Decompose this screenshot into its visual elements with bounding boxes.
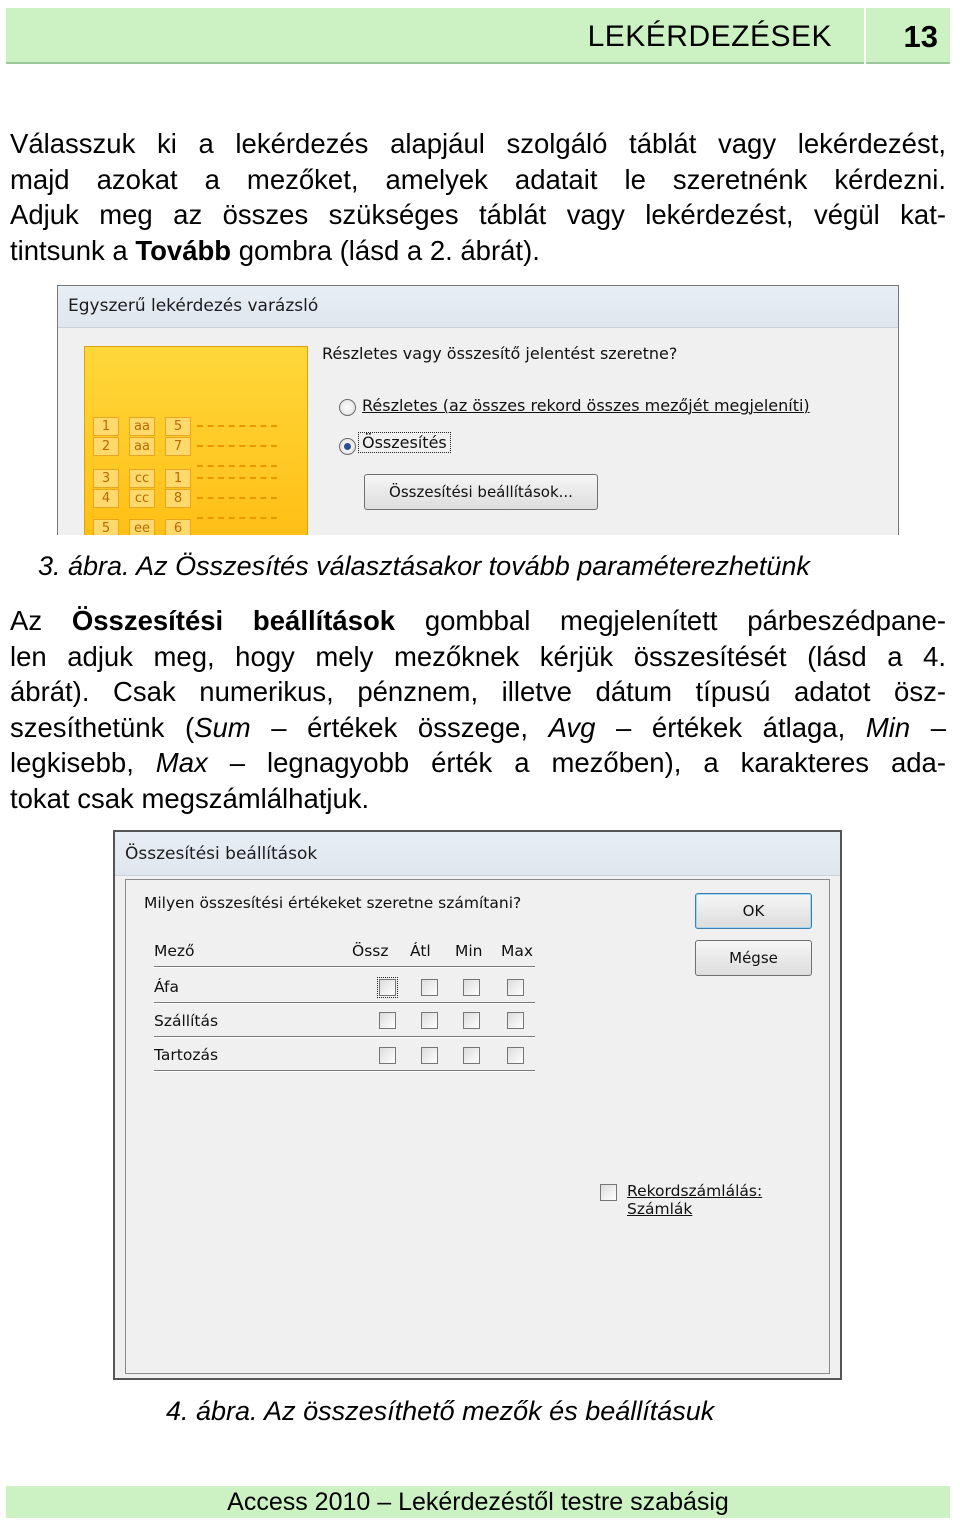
- dashed-line: [197, 497, 277, 499]
- text-run: – értékek átlaga,: [595, 711, 866, 743]
- figure-4-caption: 4. ábra. Az összesíthető mezők és beállításuk: [166, 1396, 715, 1426]
- intro-paragraph: [10, 126, 946, 268]
- page-footer: Access 2010 – Lekérdezéstől testre szabásig: [6, 1486, 950, 1518]
- row-divider: [154, 1070, 535, 1072]
- record-count-label[interactable]: Rekordszámlálás: Számlák: [627, 1182, 763, 1218]
- checkbox-szallitas-min[interactable]: [463, 1012, 480, 1029]
- body-line: [10, 745, 946, 781]
- table-cell: aa: [129, 417, 155, 436]
- checkbox-szallitas-avg[interactable]: [421, 1012, 438, 1029]
- table-cell: aa: [129, 437, 155, 456]
- text-run: – értékek összege,: [250, 711, 549, 743]
- column-header-max: Max: [501, 942, 534, 960]
- text-run: Az: [10, 605, 72, 636]
- cancel-button[interactable]: Mégse: [695, 940, 812, 976]
- text-run: legkisebb,: [10, 747, 156, 778]
- window-title: Egyszerű lekérdezés varázsló: [68, 296, 319, 316]
- column-header-sum: Össz: [352, 942, 389, 960]
- text-run: gombbal megjelenített párbeszédpane-: [395, 605, 946, 636]
- column-header-field: Mező: [154, 942, 195, 960]
- checkbox-afa-min[interactable]: [463, 979, 480, 996]
- chapter-title: LEKÉRDEZÉSEK: [587, 20, 832, 53]
- page-number: 13: [903, 19, 938, 54]
- text-run: –: [910, 711, 947, 743]
- table-cell: 5: [93, 519, 119, 535]
- field-label-szallitas: Szállítás: [154, 1012, 219, 1030]
- dialog-question: Milyen összesítési értékeket szeretne számítani?: [144, 894, 522, 912]
- checkbox-afa-max[interactable]: [507, 979, 524, 996]
- intro-line: Adjuk meg az összes szükséges táblát vagy lekérdezést, végül kat-: [10, 199, 946, 230]
- italic-term: Max: [155, 747, 208, 778]
- dashed-line: [197, 477, 277, 479]
- dashed-line: [197, 517, 277, 519]
- italic-term: Sum: [194, 711, 251, 743]
- table-cell: 5: [165, 417, 191, 436]
- column-header-min: Min: [455, 942, 483, 960]
- checkbox-szallitas-max[interactable]: [507, 1012, 524, 1029]
- checkbox-tartozas-sum[interactable]: [379, 1047, 396, 1064]
- dialog-body: [125, 879, 830, 1374]
- text-run: gombra (lásd a 2. ábrát).: [231, 234, 540, 266]
- field-label-tartozas: Tartozás: [154, 1046, 219, 1064]
- table-cell: cc: [129, 489, 155, 508]
- radio-summary[interactable]: [339, 438, 356, 455]
- body-line: [10, 710, 946, 746]
- body-paragraph: [10, 603, 946, 816]
- checkbox-tartozas-max[interactable]: [507, 1047, 524, 1064]
- table-cell: 8: [165, 489, 191, 508]
- header-divider: [864, 8, 866, 64]
- table-cell: cc: [129, 469, 155, 488]
- figure-4-screenshot: [113, 830, 842, 1380]
- bold-term: Összesítési beállítások: [71, 605, 396, 636]
- table-cell: 3: [93, 469, 119, 488]
- figure-3-caption: 3. ábra. Az Összesítés választásakor tovább paraméterezhetünk: [38, 551, 810, 581]
- body-line: [10, 603, 946, 639]
- table-cell: 6: [165, 519, 191, 535]
- italic-term: Avg: [548, 711, 596, 743]
- dashed-line: [197, 425, 277, 427]
- dashed-line: [197, 445, 277, 447]
- checkbox-afa-sum[interactable]: [379, 979, 396, 996]
- dashed-line: [197, 465, 277, 467]
- radio-detailed[interactable]: [339, 399, 356, 416]
- column-header-avg: Átl: [410, 942, 431, 960]
- checkbox-tartozas-avg[interactable]: [421, 1047, 438, 1064]
- dialog-title: Összesítési beállítások: [125, 844, 318, 864]
- ok-button[interactable]: OK: [695, 893, 812, 929]
- row-divider: [154, 1036, 535, 1038]
- page-header: [6, 8, 950, 64]
- text-run: tintsunk a: [10, 234, 136, 266]
- wizard-illustration: [84, 346, 308, 535]
- table-cell: 4: [93, 489, 119, 508]
- row-divider: [154, 966, 535, 968]
- italic-term: Min: [865, 711, 911, 743]
- summary-options-button[interactable]: Összesítési beállítások...: [364, 474, 598, 510]
- row-divider: [154, 1002, 535, 1004]
- table-cell: 1: [93, 417, 119, 436]
- checkbox-tartozas-min[interactable]: [463, 1047, 480, 1064]
- checkbox-szallitas-sum[interactable]: [379, 1012, 396, 1029]
- text-run: – legnagyobb érték a mezőben), a karakteres ada-: [207, 747, 946, 778]
- radio-summary-label[interactable]: Összesítés: [358, 432, 451, 453]
- field-label-afa: Áfa: [154, 978, 180, 996]
- table-cell: 7: [165, 437, 191, 456]
- table-cell: 2: [93, 437, 119, 456]
- bold-term: Tovább: [135, 234, 232, 266]
- table-cell: ee: [129, 519, 155, 535]
- wizard-question: Részletes vagy összesítő jelentést szeretne?: [322, 344, 678, 363]
- table-cell: 1: [165, 469, 191, 488]
- figure-3-screenshot: [57, 285, 899, 535]
- intro-line: [10, 233, 946, 269]
- intro-line: majd azokat a mezőket, amelyek adatait le szeretnénk kérdezni.: [10, 163, 946, 195]
- radio-detailed-label[interactable]: Részletes (az összes rekord összes mezőjét megjeleníti): [362, 396, 810, 415]
- body-line: len adjuk meg, hogy mely mezőknek kérjük összesítését (lásd a 4.: [10, 640, 946, 672]
- body-line: tokat csak megszámlálhatjuk.: [10, 782, 370, 814]
- checkbox-record-count[interactable]: [600, 1184, 617, 1201]
- intro-line: Válasszuk ki a lekérdezés alapjául szolgáló táblát vagy lekérdezést,: [10, 128, 946, 159]
- checkbox-afa-avg[interactable]: [421, 979, 438, 996]
- body-line: ábrát). Csak numerikus, pénznem, illetve dátum típusú adatot ösz-: [10, 676, 946, 707]
- text-run: szesíthetünk (: [10, 711, 195, 743]
